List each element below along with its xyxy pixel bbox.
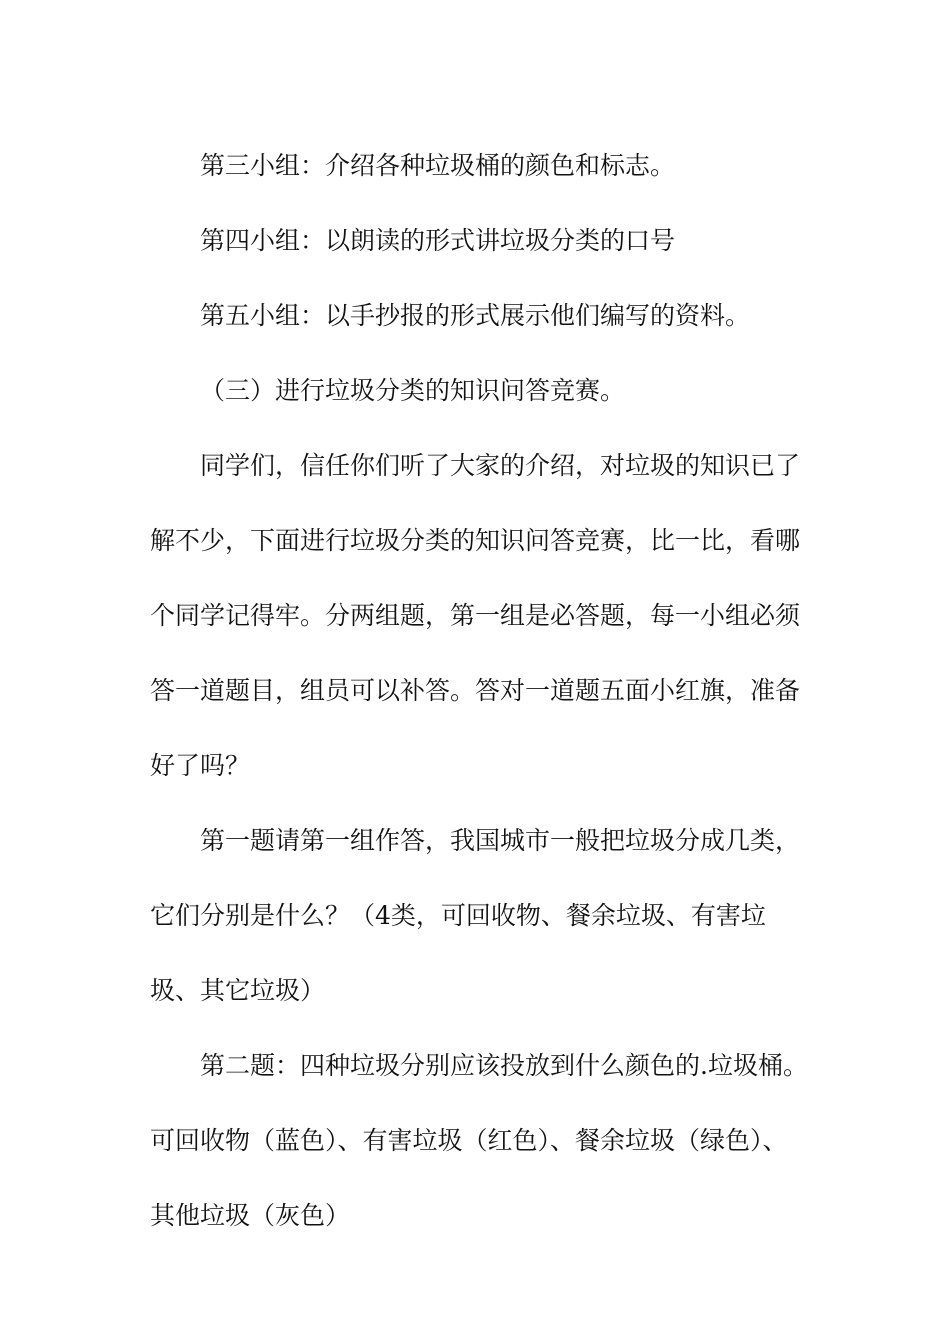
paragraph-group-four: 第四小组：以朗读的形式讲垃圾分类的口号 — [200, 226, 676, 255]
document-body — [150, 128, 810, 1253]
paragraph-question-one: 第一题请第一组作答，我国城市一般把垃圾分成几类，它们分别是什么？（4类，可回收物、餐余垃圾、有害垃圾、其它垃圾） — [150, 826, 801, 1005]
paragraph-question-two: 第二题：四种垃圾分别应该投放到什么颜色的.垃圾桶。可回收物（蓝色）、有害垃圾（红色）、餐余垃圾（绿色）、其他垃圾（灰色） — [150, 1051, 808, 1230]
section-heading-quiz: （三）进行垃圾分类的知识问答竞赛。 — [200, 376, 626, 405]
paragraph-group-five: 第五小组：以手抄报的形式展示他们编写的资料。 — [200, 301, 751, 330]
paragraph-quiz-intro: 同学们，信任你们听了大家的介绍，对垃圾的知识已了解不少，下面进行垃圾分类的知识问答竞赛，比一比，看哪个同学记得牢。分两组题，第一组是必答题，每一小组必须答一道题目，组员可以补答。答对一道题五面小红旗，准备好了吗？ — [150, 451, 801, 780]
paragraph-group-three: 第三小组：介绍各种垃圾桶的颜色和标志。 — [200, 151, 676, 180]
